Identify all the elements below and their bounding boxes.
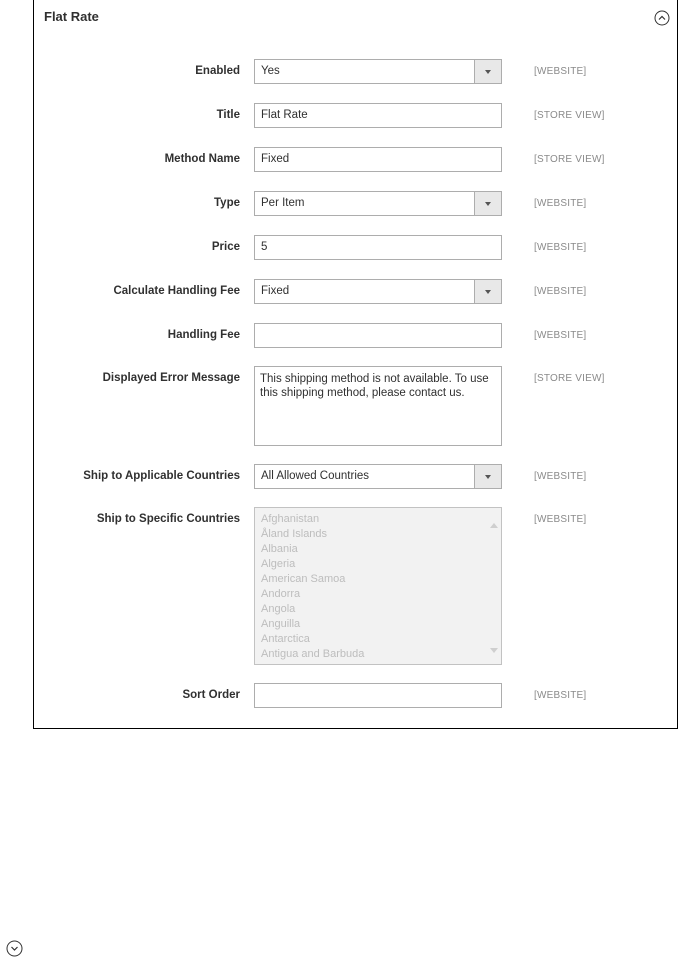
- calc-handling-fee-select[interactable]: [254, 279, 502, 304]
- applicable-countries-label: Ship to Applicable Countries: [83, 470, 240, 482]
- sort-order-label: Sort Order: [182, 689, 240, 701]
- price-scope: [WEBSITE]: [534, 242, 587, 253]
- handling-fee-input[interactable]: [254, 323, 502, 348]
- chevron-down-icon[interactable]: [474, 280, 501, 303]
- sort-order-input[interactable]: [254, 683, 502, 708]
- applicable-countries-select[interactable]: [254, 464, 502, 489]
- title-scope: [STORE VIEW]: [534, 110, 605, 121]
- method-name-scope: [STORE VIEW]: [534, 154, 605, 165]
- flat-rate-panel: [33, 0, 678, 729]
- chevron-down-circle-icon[interactable]: [6, 940, 23, 957]
- applicable-countries-value: All Allowed Countries: [261, 470, 370, 482]
- price-label: Price: [211, 241, 240, 253]
- country-option[interactable]: Anguilla: [261, 618, 301, 630]
- sort-order-scope: [WEBSITE]: [534, 690, 587, 701]
- title-label: Title: [216, 109, 240, 121]
- type-scope: [WEBSITE]: [534, 198, 587, 209]
- calc-handling-fee-label: Calculate Handling Fee: [113, 285, 240, 297]
- chevron-down-icon[interactable]: [474, 60, 501, 83]
- scroll-down-icon[interactable]: [490, 648, 498, 654]
- calc-handling-fee-value: Fixed: [261, 285, 290, 297]
- country-option[interactable]: Albania: [261, 543, 298, 555]
- error-message-scope: [STORE VIEW]: [534, 373, 605, 384]
- country-option[interactable]: Åland Islands: [261, 528, 328, 540]
- chevron-up-circle-icon[interactable]: [654, 10, 670, 26]
- chevron-down-icon[interactable]: [474, 465, 501, 488]
- panel-title[interactable]: Flat Rate: [44, 9, 99, 24]
- specific-countries-scope: [WEBSITE]: [534, 514, 587, 525]
- error-message-label: Displayed Error Message: [102, 372, 240, 384]
- country-option[interactable]: Angola: [261, 603, 296, 615]
- type-label: Type: [214, 197, 240, 209]
- multiselect-scrollbar[interactable]: [489, 512, 499, 660]
- enabled-value: Yes: [261, 65, 280, 77]
- title-input[interactable]: Flat Rate: [254, 103, 502, 128]
- enabled-label: Enabled: [195, 65, 240, 77]
- error-message-textarea[interactable]: This shipping method is not available. To use this shipping method, please contact us.: [254, 366, 502, 446]
- enabled-scope: [WEBSITE]: [534, 66, 587, 77]
- country-option[interactable]: Algeria: [261, 558, 296, 570]
- type-select[interactable]: [254, 191, 502, 216]
- country-option[interactable]: American Samoa: [261, 573, 346, 585]
- handling-fee-scope: [WEBSITE]: [534, 330, 587, 341]
- specific-countries-label: Ship to Specific Countries: [96, 513, 240, 525]
- enabled-select[interactable]: [254, 59, 502, 84]
- country-option[interactable]: Afghanistan: [261, 513, 320, 525]
- applicable-countries-scope: [WEBSITE]: [534, 471, 587, 482]
- scroll-up-icon[interactable]: [490, 522, 498, 528]
- method-name-label: Method Name: [164, 153, 240, 165]
- chevron-down-icon[interactable]: [474, 192, 501, 215]
- handling-fee-label: Handling Fee: [167, 329, 240, 341]
- country-option[interactable]: Andorra: [261, 588, 301, 600]
- type-value: Per Item: [261, 197, 305, 209]
- specific-countries-multiselect[interactable]: [254, 507, 502, 665]
- country-option[interactable]: Antarctica: [261, 633, 310, 645]
- country-option[interactable]: Antigua and Barbuda: [261, 648, 365, 660]
- method-name-input[interactable]: Fixed: [254, 147, 502, 172]
- price-input[interactable]: 5: [254, 235, 502, 260]
- calc-handling-fee-scope: [WEBSITE]: [534, 286, 587, 297]
